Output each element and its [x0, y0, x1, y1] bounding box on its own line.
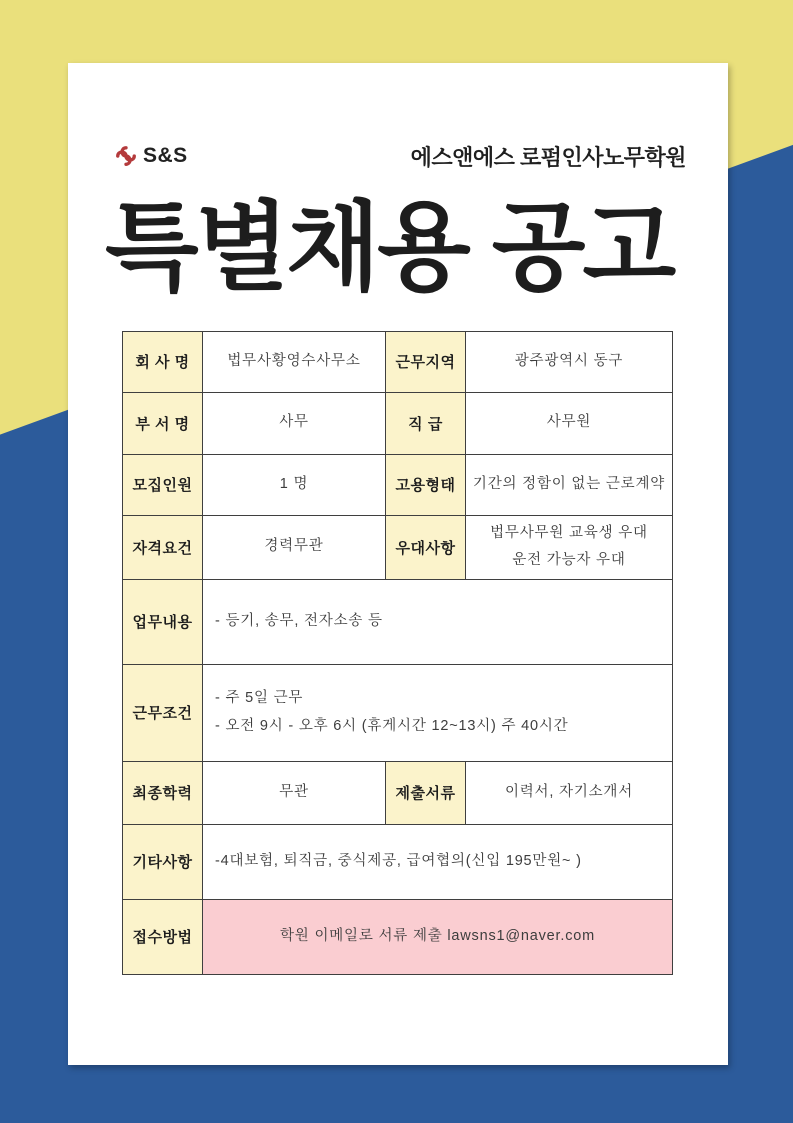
value-position: 사무원 — [466, 392, 673, 454]
logo-text: S&S — [143, 144, 188, 167]
value-duties: - 등기, 송무, 전자소송 등 — [203, 579, 673, 664]
value-education: 무관 — [203, 761, 386, 824]
label-education: 최종학력 — [123, 761, 203, 824]
value-etc: -4대보험, 퇴직금, 중식제공, 급여협의(신입 195만원~ ) — [203, 824, 673, 899]
work-conditions-line-2: - 오전 9시 - 오후 6시 (휴게시간 12~13시) 주 40시간 — [215, 717, 569, 734]
value-qualification: 경력무관 — [203, 515, 386, 579]
table-row-etc — [123, 824, 673, 899]
label-documents: 제출서류 — [386, 761, 466, 824]
table-row-work-conditions — [123, 664, 673, 761]
academy-name: 에스앤에스 로펌인사노무학원 — [410, 144, 686, 170]
label-duties: 업무내용 — [123, 579, 203, 664]
value-work-conditions — [203, 664, 673, 761]
table-row-apply-method — [123, 899, 673, 974]
preference-line-2: 운전 가능자 우대 — [512, 552, 626, 569]
knot-icon — [114, 144, 138, 168]
value-company-name: 법무사황영수사무소 — [203, 331, 386, 392]
value-department: 사무 — [203, 392, 386, 454]
poster-card — [68, 63, 728, 1065]
label-headcount: 모집인원 — [123, 454, 203, 515]
label-preference: 우대사항 — [386, 515, 466, 579]
value-headcount: 1 명 — [203, 454, 386, 515]
value-employment-type: 기간의 정함이 없는 근로계약 — [466, 454, 673, 515]
value-preference — [466, 515, 673, 579]
label-position: 직 급 — [386, 392, 466, 454]
label-work-location: 근무지역 — [386, 331, 466, 392]
label-department: 부 서 명 — [123, 392, 203, 454]
label-qualification: 자격요건 — [123, 515, 203, 579]
label-employment-type: 고용형태 — [386, 454, 466, 515]
poster-title: 특별채용 공고 — [105, 193, 674, 302]
table-row-company — [123, 331, 673, 392]
sns-logo — [114, 144, 188, 168]
work-conditions-line-1: - 주 5일 근무 — [215, 690, 304, 707]
label-etc: 기타사항 — [123, 824, 203, 899]
table-row-duties — [123, 579, 673, 664]
label-company-name: 회 사 명 — [123, 331, 203, 392]
label-work-conditions: 근무조건 — [123, 664, 203, 761]
preference-line-1: 법무사무원 교육생 우대 — [490, 524, 648, 541]
value-documents: 이력서, 자기소개서 — [466, 761, 673, 824]
job-info-table — [122, 331, 673, 975]
table-row-education — [123, 761, 673, 824]
table-row-headcount — [123, 454, 673, 515]
table-row-qualification — [123, 515, 673, 579]
value-apply-method: 학원 이메일로 서류 제출 lawsns1@naver.com — [203, 899, 673, 974]
poster-header — [68, 140, 728, 172]
label-apply-method: 접수방법 — [123, 899, 203, 974]
table-row-department — [123, 392, 673, 454]
value-work-location: 광주광역시 동구 — [466, 331, 673, 392]
